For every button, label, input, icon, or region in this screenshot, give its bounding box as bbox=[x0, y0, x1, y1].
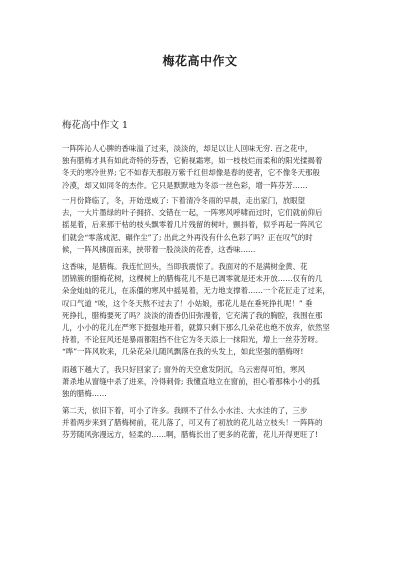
paragraph-line: 冷漠，却又如同冬的杰作。它只是默默地为冬添一丝色彩，增一阵芬芳…… bbox=[62, 180, 308, 190]
paragraph-line: 死挣扎，腊梅要死了吗？淡淡的清香仍旧弥漫着，它充满了我的胸腔，我围在那 bbox=[62, 310, 323, 320]
paragraph-3 bbox=[62, 261, 344, 359]
paragraph-4 bbox=[62, 364, 344, 401]
paragraph-1 bbox=[62, 143, 344, 192]
paragraph-line: 芬芳随风弥漫远方，轻柔的……啊，腊梅长出了更多的花蕾，花儿开得更旺了! bbox=[62, 430, 319, 440]
document-title: 梅花高中作文 bbox=[162, 54, 238, 68]
paragraph-line: 持着，不论狂风还是暴雨都阻挡不住它为冬天添上一抹阳光，增上一丝芬芳呀。 bbox=[62, 335, 323, 345]
paragraph-line: 团锦簇的腊梅花树，这棵树上的腊梅花儿不是已凋零就是还未开放……仅有的几 bbox=[62, 274, 323, 284]
paragraph-line: 独有腊梅才具有如此奇特的芬香，它俯视霜寒，如一枝枝烂而柔和的阳光揉揭着 bbox=[62, 156, 323, 166]
document-subtitle: 梅花高中作文 1 bbox=[62, 120, 129, 131]
paragraph-line: 摇晃着，后来那干枯的枝头飘零着几片残留的树叶，颤抖着，似乎再起一阵风它 bbox=[62, 220, 323, 230]
paragraph-line: 候，一阵风拂面而来，挟带着一股淡淡的花香，这香味…… bbox=[62, 244, 256, 254]
paragraph-line: 朵金灿灿的花儿，在冻僵的寒风中摇晃着，无力地支撑着……一个花匠走了过来， bbox=[62, 286, 330, 296]
paragraph-2 bbox=[62, 195, 344, 256]
paragraph-line: 萧杀地从窗缝中杀了进来，冷得刺骨; 我懂直地立在窗前，担心着那株小小的孤 bbox=[62, 377, 320, 387]
paragraph-line: 去，一大片墨绿的叶子拥挤、交错在一起，一阵寒风呼啸而过时，它们就前仰后 bbox=[62, 208, 323, 218]
paragraph-line: 儿，小小的花儿在严寒下挺强地开着，就算只剩下那么几朵花也绝不放弃，依然坚 bbox=[62, 323, 330, 333]
paragraph-line: 们就会“零落成泥、碾作尘”了; 出此之外再没有什么色彩了吗？正在叹气的时 bbox=[62, 232, 313, 242]
paragraph-line: 这香味，是腊梅。我连忙回头，当即我震惊了。我面对的不是满树金黄、花 bbox=[62, 262, 308, 271]
paragraph-line: 雨越下越大了，我只好回家了; 窗外的天空愈发阴沉，乌云密得可怕，寒风 bbox=[62, 365, 306, 374]
paragraph-line: 一阵阵沁人心脾的香味溢了过来，淡淡的，却足以让人回味无穷. 百之花中， bbox=[62, 144, 313, 153]
paragraph-line: 第二天，依旧下着，可小了许多。我顾不了什么小水洼、大水洼的了，三步 bbox=[62, 406, 308, 415]
paragraph-line: 一月份降临了，冬，开始逞威了: 下着清冷冬雨的早晨，走出家门，放眼望 bbox=[62, 196, 306, 205]
paragraph-5 bbox=[62, 405, 344, 442]
paragraph-line: 独的腊梅…… bbox=[62, 389, 107, 399]
paragraph-line: 叹口气道 “唉，这个冬天熬不过去了！小姑娘，那花儿是在垂死挣扎呢！” 垂 bbox=[62, 298, 313, 308]
paragraph-line: “哗”一阵风吹来，几朵花朵儿随风飘落在我的头发上，如此坚强的腊梅呀! bbox=[62, 347, 304, 357]
paragraph-line: 并着两步来到了腊梅树前，花儿落了，可又有了初放的花儿站立枝头！一阵阵的 bbox=[62, 418, 323, 428]
paragraph-line: 冬天的寒冷世界; 它不如春天那般万紫千红但却像是春的使者，它不像冬天那般 bbox=[62, 168, 320, 178]
